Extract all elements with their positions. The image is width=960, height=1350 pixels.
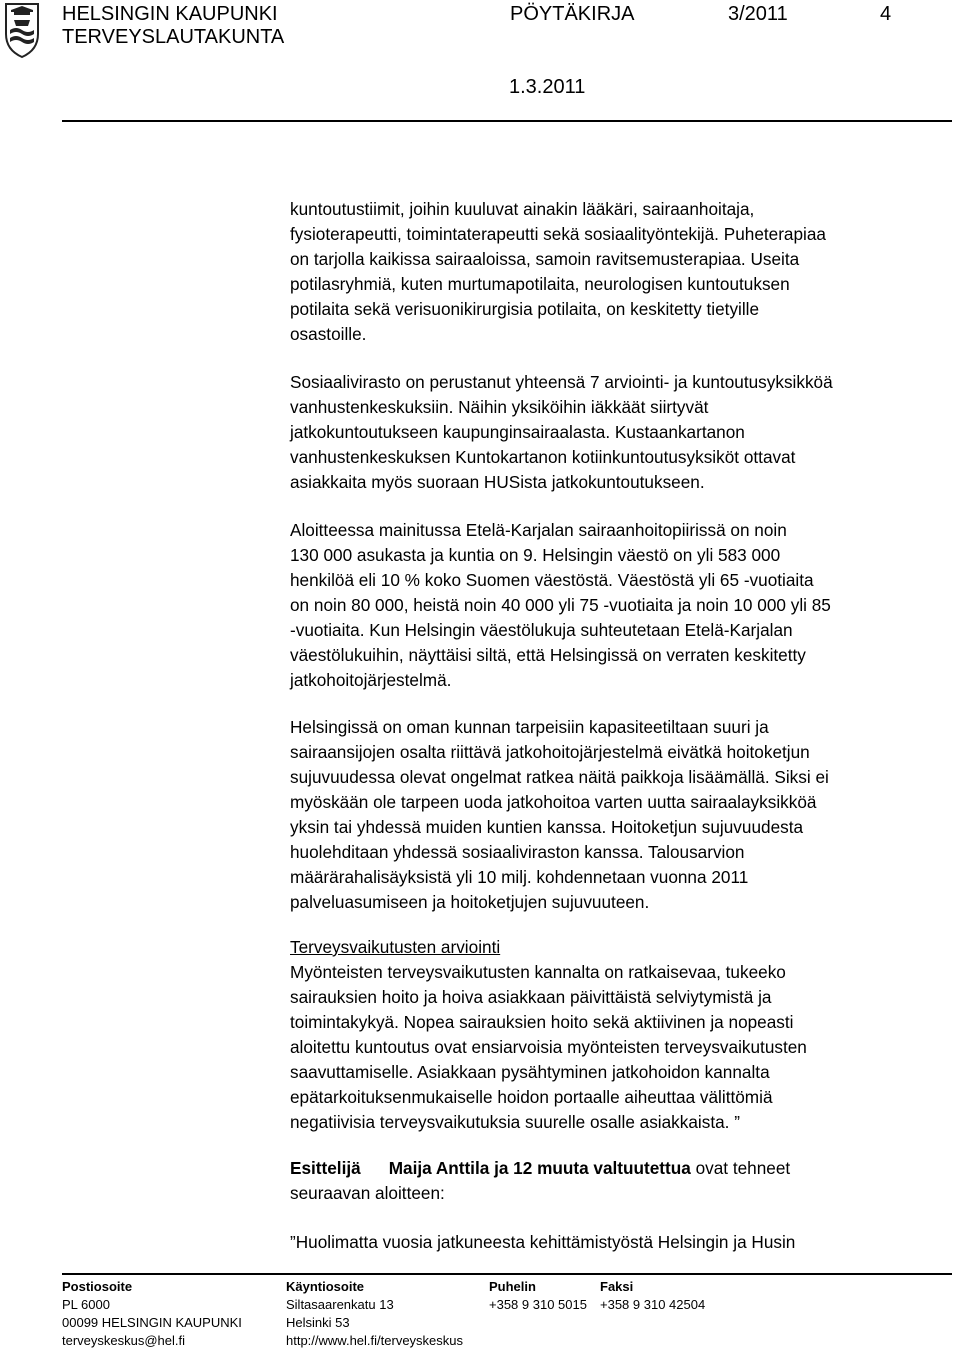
document-number: 3/2011 bbox=[728, 3, 788, 25]
footer-phone: Puhelin +358 9 310 5015 bbox=[489, 1279, 587, 1312]
org-name: HELSINGIN KAUPUNKI bbox=[62, 3, 278, 25]
paragraph-social-services: Sosiaalivirasto on perustanut yhteensä 7 arviointi- ja kuntoutusyksikköä vanhustenkeskuksiin. Näihin yksiköihin iäkkäät siirtyvät jatkokuntoutukseen kaupunginsairaalasta. Kustaankartanon vanhustenkeskuksen Kuntokartanon kotiinkuntoutusyksiköt ottavat asiakkaita myös suoraan HUSista jatkokuntoutukseen. bbox=[290, 372, 833, 492]
footer-visiting-address: Käyntiosoite Siltasaarenkatu 13 Helsinki 53 http://www.hel.fi/terveyskeskus bbox=[286, 1279, 464, 1348]
paragraph-capacity: Helsingissä on oman kunnan tarpeisiin kapasiteetiltaan suuri ja sairaansijojen osalta riittävä jatkohoitojärjestelmä eivätkä hoitoketjun sujuvuudessa olevat ongelmat ratkea näitä paikkoja lisäämällä. Siksi ei myöskään ole tarpeen uoda jatkohoitoa varten uutta sairaalayksikköä yksin tai yhdessä muiden kuntien kanssa. Hoitoketjun sujuvuudesta huolehditaan yhdessä sosiaaliviraston kanssa. Talousarvion määrärahalisäyksistä yli 10 milj. kohdennetaan vuonna 2011 palveluasumiseen ja hoitoketjujen sujuvuuteen. bbox=[290, 717, 829, 912]
paragraph-rehab-teams: kuntoutustiimit, joihin kuuluvat ainakin lääkäri, sairaanhoitaja, fysioterapeutti, toimintaterapeutti sekä sosiaalityöntekijä. Puheterapiaa on tarjolla kaikissa sairaaloissa, samoin ravitsemusterapiaa. Useita potilasryhmiä, kuten murtumapotilaita, neurologisen kuntoutuksen potilaita sekä verisuonikirurgisia potilaita, on keskitetty tietyille osastoille. bbox=[290, 199, 826, 344]
helsinki-crest-logo bbox=[0, 0, 44, 60]
footer-postal-address: Postiosoite PL 6000 00099 HELSINGIN KAUPUNKI terveyskeskus@hel.fi bbox=[62, 1279, 242, 1348]
presenter-names: Maija Anttila ja 12 muuta valtuutettua bbox=[388, 1158, 691, 1178]
footer-divider bbox=[62, 1273, 952, 1275]
page-number: 4 bbox=[880, 3, 892, 25]
document-type: PÖYTÄKIRJA bbox=[510, 3, 635, 25]
section-health-impact: Terveysvaikutusten arviointi Myönteisten terveysvaikutusten kannalta on ratkaisevaa, tukeeko sairauksien hoito ja hoiva asiakkaan päivittäistä selviytymistä ja toimintakykyä. Nopea sairauksien hoito sekä aktiivinen ja nopeasti aloitettu kuntoutus ovat ensiarvoisia myönteisten terveysvaikutusten saavuttamiselle. Asiakkaan pysähtyminen jatkohoidon kannalta epätarkoituksenmukaiselle hoidon portaalle aiheuttaa välittömiä negatiivisia terveysvaikutuksia suurelle osalle asiakkaista. ” bbox=[290, 935, 950, 1135]
committee-name: TERVEYSLAUTAKUNTA bbox=[62, 26, 285, 48]
header-divider bbox=[62, 120, 952, 122]
meeting-date: 1.3.2011 bbox=[509, 76, 586, 98]
footer-fax: Faksi +358 9 310 42504 bbox=[600, 1279, 706, 1312]
section-heading: Terveysvaikutusten arviointi bbox=[290, 937, 501, 957]
paragraph-population: Aloitteessa mainitussa Etelä-Karjalan sairaanhoitopiirissä on noin 130 000 asukasta ja kuntia on 9. Helsingin väestö on yli 583 000 henkilöä eli 10 % koko Suomen väestöstä. Väestöstä yli 65 -vuotiaita on noin 80 000, heistä noin 40 000 yli 75 -vuotiaita ja noin 10 000 yli 85 -vuotiaita. Kun Helsingin väestölukuja suhteutetaan Etelä-Karjalan väestölukuihin, näyttäisi siltä, että Helsingissä on verraten keskitetty jatkohoitojärjestelmä. bbox=[290, 520, 831, 690]
presenter-block: Esittelijä Maija Anttila ja 12 muuta valtuutettua ovat tehneet seuraavan aloitteen: bbox=[290, 1158, 791, 1203]
initiative-quote: ”Huolimatta vuosia jatkuneesta kehittämistyöstä Helsingin ja Husin bbox=[290, 1232, 796, 1252]
presenter-label: Esittelijä bbox=[290, 1158, 361, 1178]
